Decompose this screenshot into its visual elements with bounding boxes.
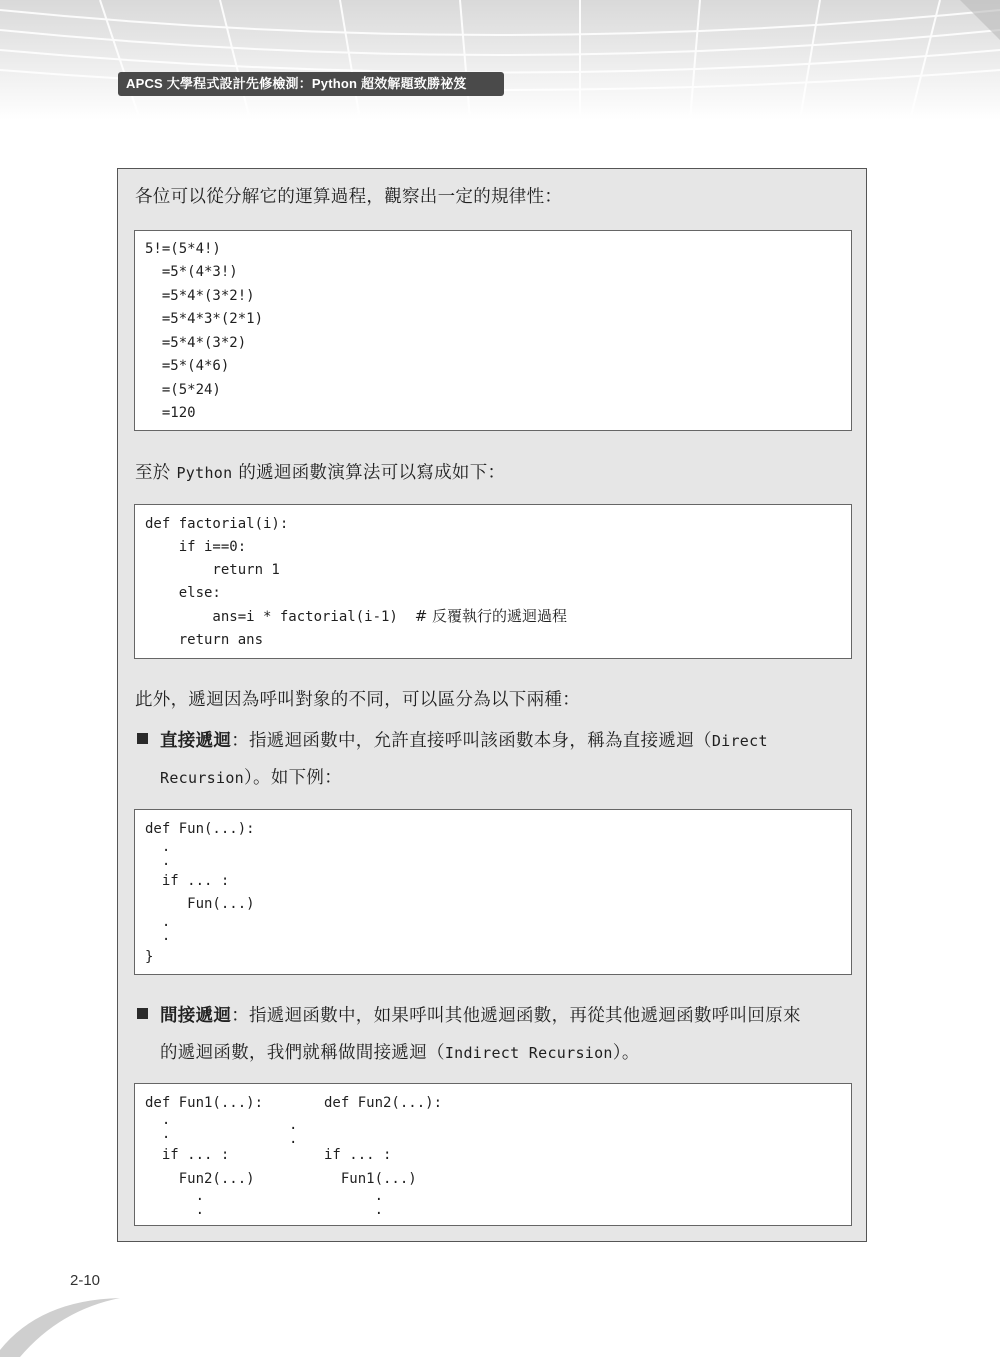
indirect-recursion-line1: [160, 1002, 801, 1027]
code-line: =5*4*(3*2): [145, 335, 247, 351]
code-line: .: [324, 1188, 384, 1204]
code-line: def Fun(...):: [145, 821, 255, 837]
code-line: else:: [145, 585, 221, 601]
code-line: Fun(...): [145, 896, 255, 912]
code-line: def Fun2(...):: [324, 1095, 443, 1111]
code-line: return 1: [145, 562, 280, 578]
code-line: .: [145, 914, 171, 930]
code-comment: # 反覆執行的遞迴過程: [414, 607, 568, 625]
book-title-banner: APCS 大學程式設計先修檢測：Python 超效解題致勝祕笈: [118, 72, 504, 96]
code-line: return ans: [145, 632, 264, 648]
indirect-recursion-desc2: 的遞迴函數，我們就稱做間接遞迴（: [160, 1043, 445, 1063]
code-line: if ... :: [324, 1147, 392, 1163]
code-line: Fun1(...): [324, 1171, 417, 1187]
direct-recursion-desc: ：指遞迴函數中，允許直接呼叫該函數本身，稱為直接遞迴（: [231, 731, 712, 751]
code-line: 5!=(5*4!): [145, 241, 221, 257]
code-line: .: [324, 1202, 384, 1218]
code-line: def Fun1(...):: [145, 1095, 264, 1111]
intro-text: 各位可以從分解它的運算過程，觀察出一定的規律性：: [135, 187, 563, 207]
direct-recursion-line2: [160, 764, 342, 789]
code-line: .: [145, 1112, 171, 1128]
code-line: def factorial(i):: [145, 516, 289, 532]
code-line: .: [145, 1188, 205, 1204]
code-line: .: [145, 1126, 171, 1142]
code-line: =(5*24): [145, 382, 221, 398]
code-line: =5*(4*3!): [145, 264, 238, 280]
code-line: if i==0:: [145, 539, 247, 555]
indirect-recursion-desc: ：指遞迴函數中，如果呼叫其他遞迴函數，再從其他遞迴函數呼叫回原來: [231, 1006, 801, 1026]
direct-recursion-en2: Recursion: [160, 769, 244, 787]
bullet-square-icon: [137, 1008, 148, 1019]
indirect-recursion-end: ）。: [612, 1043, 640, 1063]
header-decoration: [0, 0, 1000, 120]
direct-recursion-desc2: ）。如下例：: [243, 768, 343, 788]
code-line: .: [289, 1131, 298, 1147]
code-line: =5*4*(3*2!): [145, 288, 255, 304]
direct-recursion-term: 直接遞迴: [160, 731, 232, 751]
code-line: =5*4*3*(2*1): [145, 311, 264, 327]
python-keyword: Python: [176, 464, 233, 482]
code-line: Fun2(...): [145, 1171, 255, 1187]
code-line: if ... :: [145, 1147, 230, 1163]
direct-recursion-en: Direct: [711, 732, 768, 750]
indirect-recursion-term: 間接遞迴: [160, 1006, 232, 1026]
python-intro-prefix: 至於: [135, 463, 177, 483]
code-line: [145, 607, 567, 626]
expansion-code-box: [134, 230, 852, 431]
code-line: if ... :: [145, 873, 230, 889]
code-line: .: [289, 1117, 298, 1133]
bullet-square-icon: [137, 733, 148, 744]
footer-swoosh-decoration: [0, 1290, 140, 1357]
code-line: .: [145, 928, 171, 944]
code-line: }: [145, 949, 154, 965]
indirect-recursion-line2: [160, 1039, 640, 1064]
code-line: .: [145, 839, 171, 855]
indirect-recursion-en: Indirect Recursion: [444, 1044, 613, 1062]
code-text: ans=i * factorial(i-1): [145, 609, 415, 625]
code-line: =120: [145, 405, 196, 421]
python-intro-suffix: 的遞迴函數演算法可以寫成如下：: [232, 463, 506, 483]
code-line: =5*(4*6): [145, 358, 230, 374]
direct-recursion-line1: [160, 727, 768, 752]
python-intro-text: [135, 459, 505, 484]
code-line: .: [145, 853, 171, 869]
page-number: 2-10: [70, 1272, 101, 1289]
code-line: .: [145, 1202, 205, 1218]
recursion-types-intro: 此外，遞迴因為呼叫對象的不同，可以區分為以下兩種：: [135, 690, 580, 710]
